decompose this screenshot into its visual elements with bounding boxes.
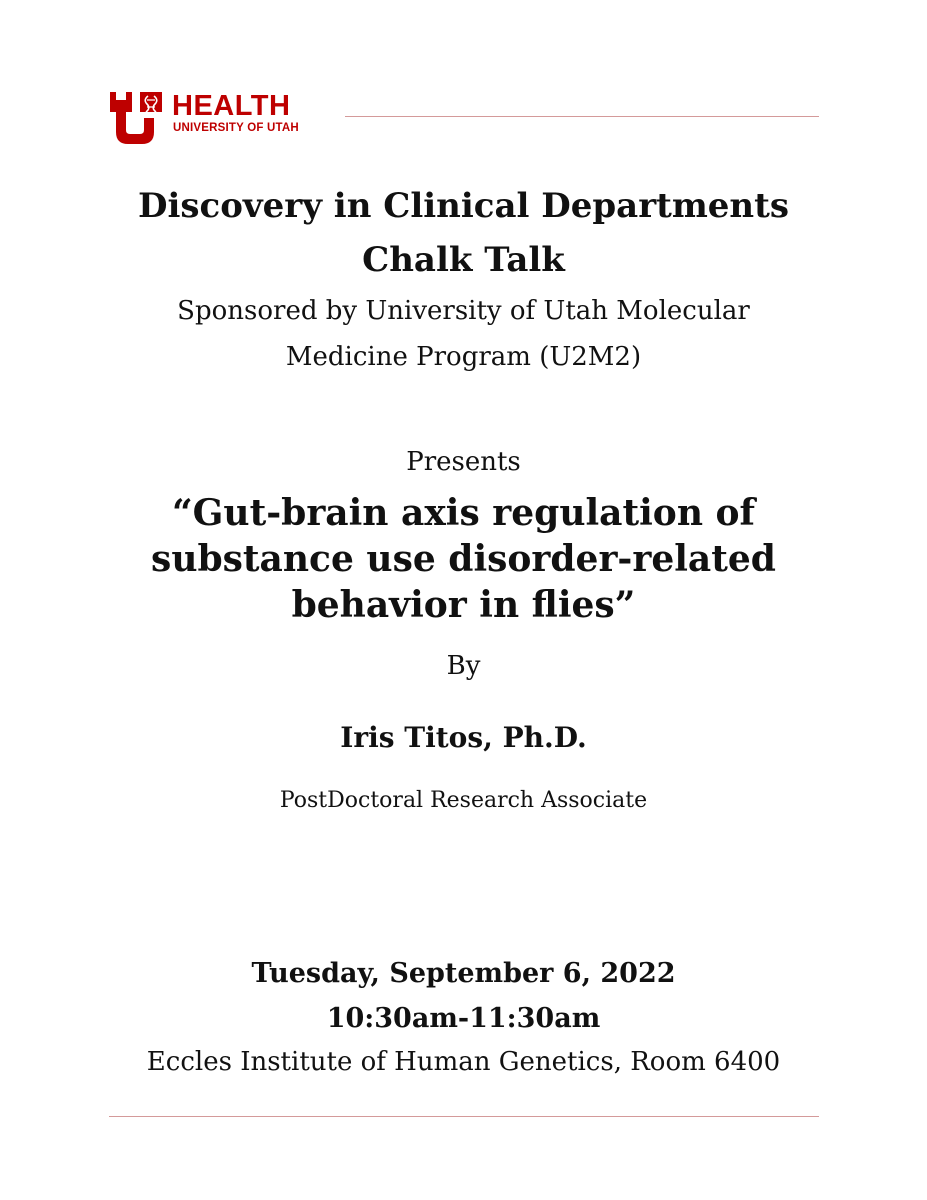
by-label: By bbox=[446, 651, 481, 681]
talk-title-line-3: behavior in flies” bbox=[291, 584, 636, 626]
talk-title-line-2: substance use disorder-related bbox=[151, 538, 776, 580]
logo-health-wordmark: HEALTH bbox=[172, 90, 291, 122]
event-time: 10:30am-11:30am bbox=[326, 1003, 601, 1034]
event-date: Tuesday, September 6, 2022 bbox=[251, 958, 676, 989]
sponsor-line-2: Medicine Program (U2M2) bbox=[285, 342, 642, 372]
sponsor-line-1: Sponsored by University of Utah Molecular bbox=[177, 296, 750, 326]
footer-divider bbox=[109, 1116, 819, 1117]
university-of-utah-health-logo bbox=[110, 88, 310, 144]
speaker-name: Iris Titos, Ph.D. bbox=[340, 721, 587, 754]
talk-title-line-1: “Gut-brain axis regulation of bbox=[171, 492, 756, 534]
presents-label: Presents bbox=[406, 447, 521, 477]
speaker-role: PostDoctoral Research Associate bbox=[279, 788, 648, 813]
series-title-line-2: Chalk Talk bbox=[362, 240, 565, 280]
series-title-line-1: Discovery in Clinical Departments bbox=[137, 186, 789, 226]
header-divider bbox=[345, 116, 819, 117]
logo-university-wordmark: UNIVERSITY OF UTAH bbox=[173, 122, 299, 134]
university-of-utah-u-logo-icon bbox=[110, 88, 162, 144]
event-location: Eccles Institute of Human Genetics, Room 6400 bbox=[146, 1047, 781, 1077]
